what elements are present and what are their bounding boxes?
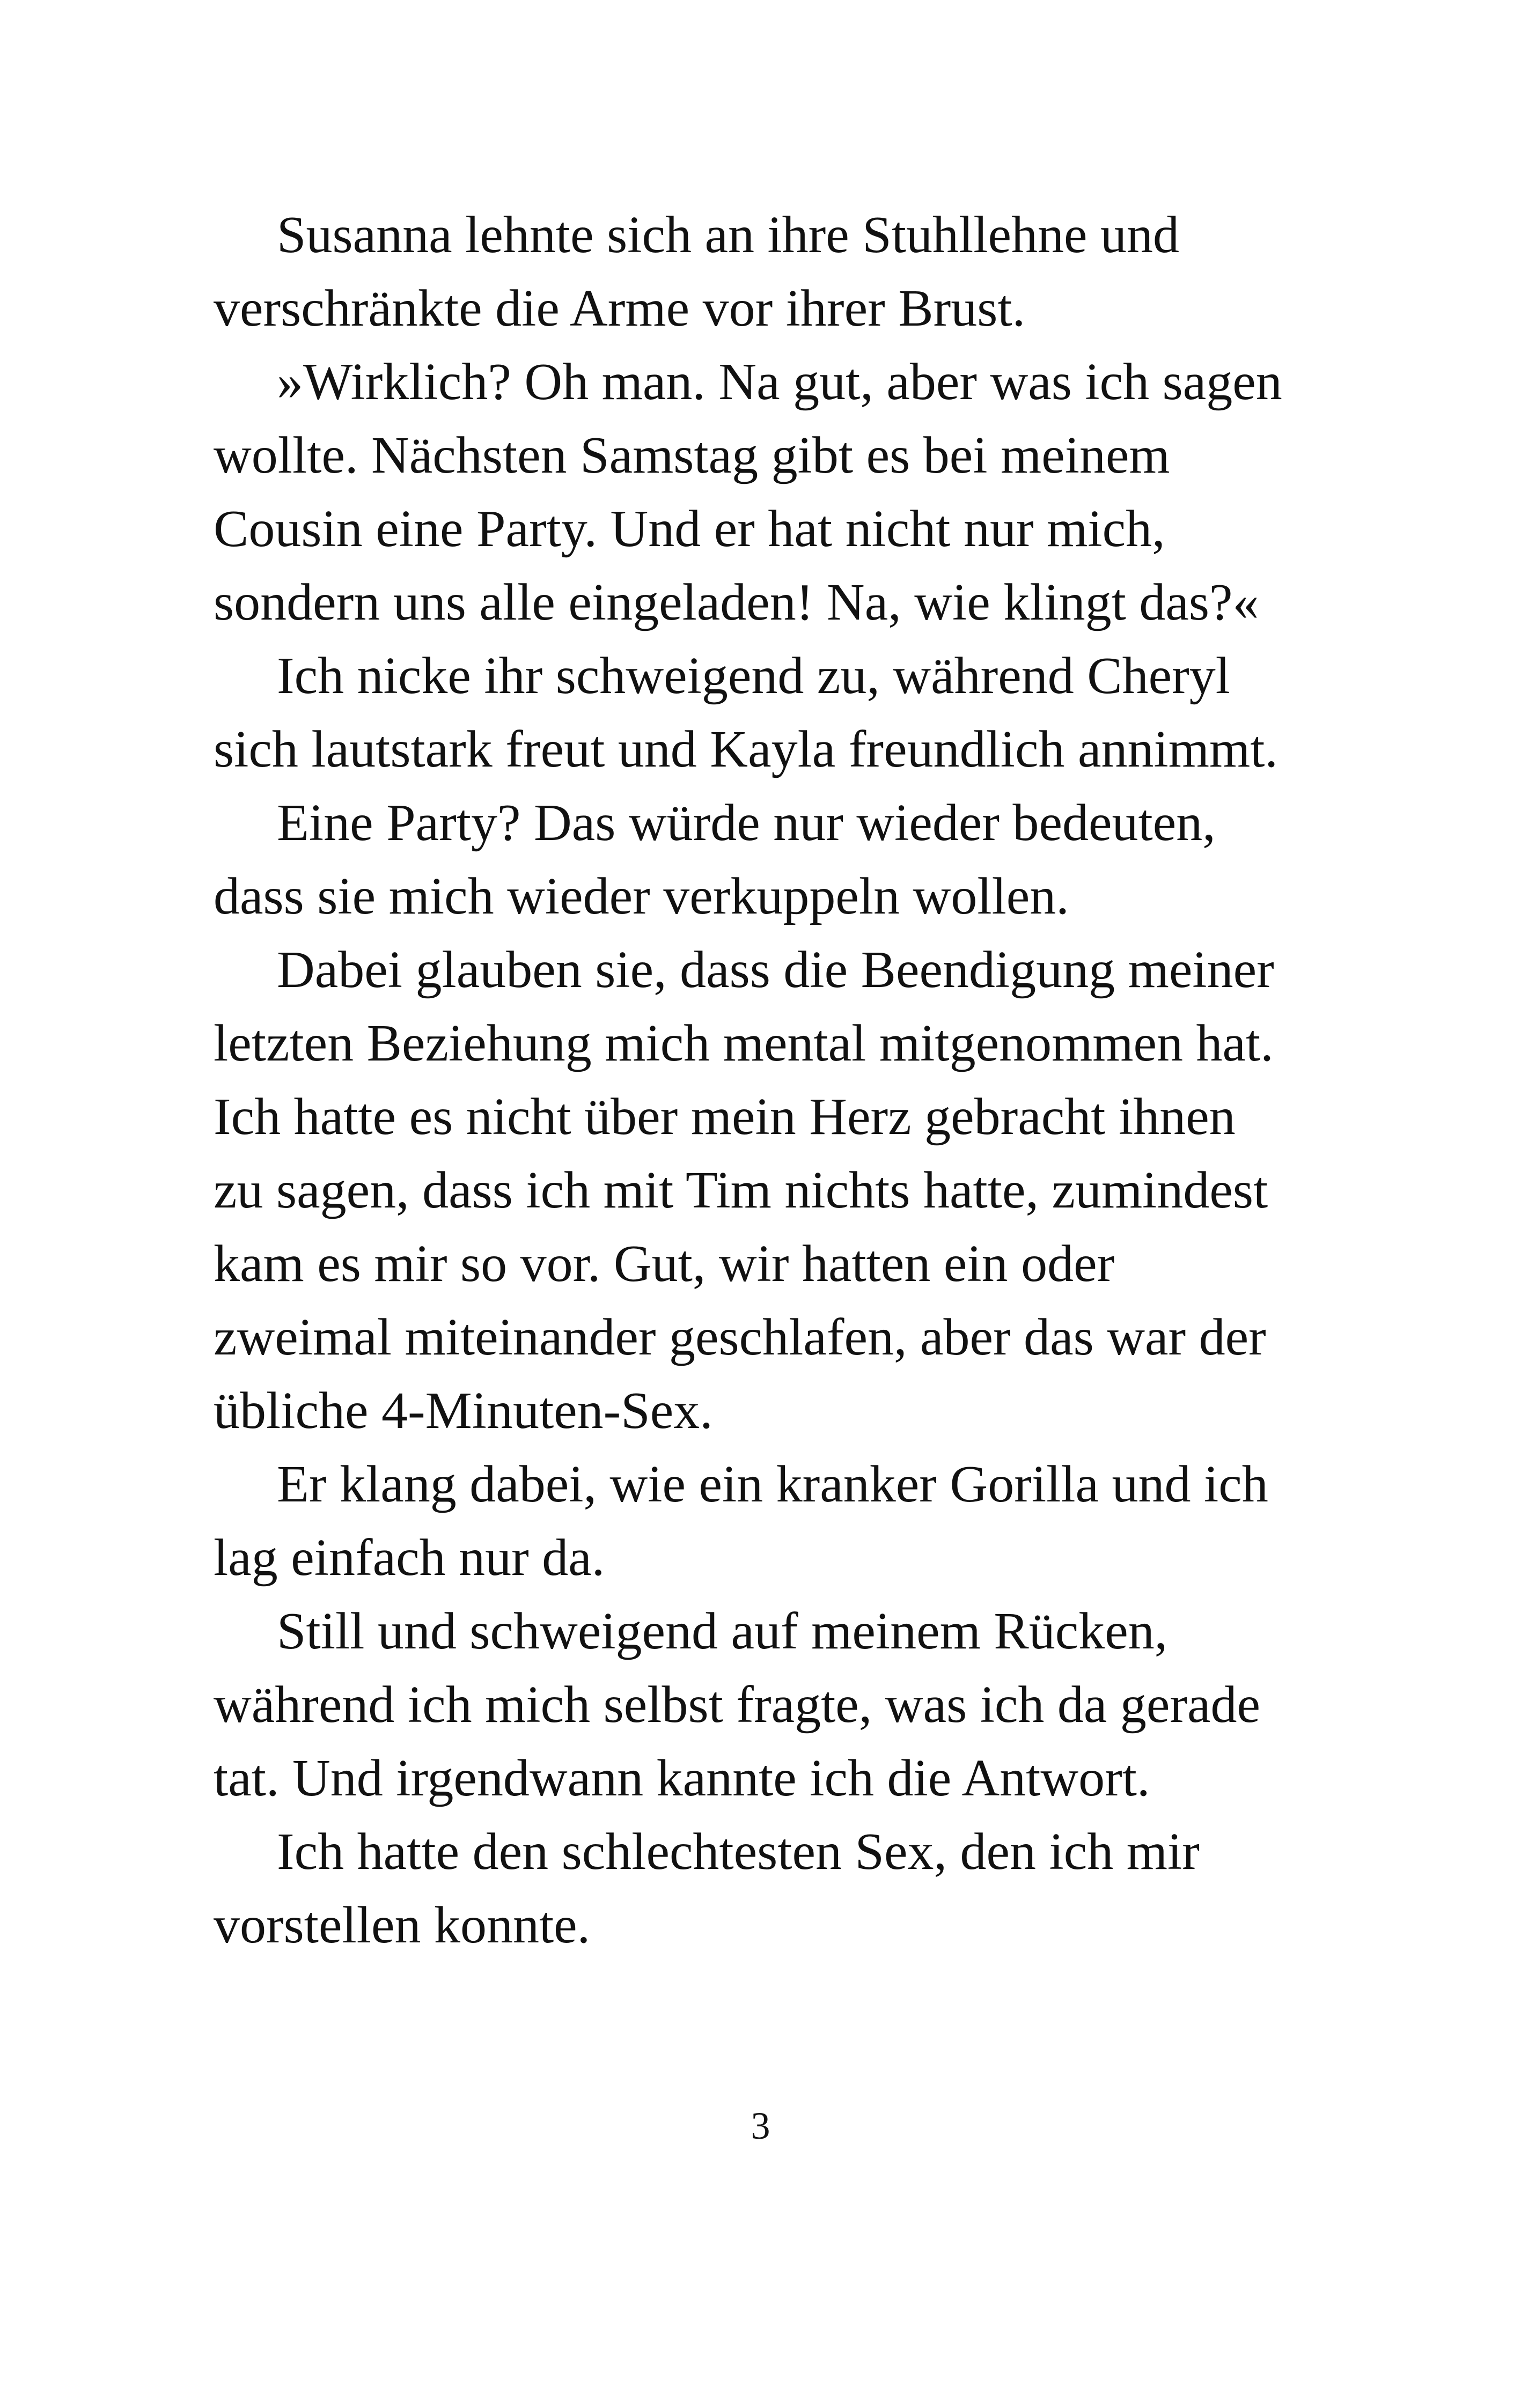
text-line: zu sagen, dass ich mit Tim nichts hatte, zumindest: [214, 1161, 1268, 1219]
text-line: Er klang dabei, wie ein kranker Gorilla und ich: [277, 1455, 1268, 1513]
text-line: Ich hatte es nicht über mein Herz gebracht ihnen: [214, 1088, 1236, 1146]
text-line: kam es mir so vor. Gut, wir hatten ein oder: [214, 1235, 1115, 1293]
text-line: vorstellen konnte.: [214, 1896, 591, 1954]
text-line: verschränkte die Arme vor ihrer Brust.: [214, 279, 1026, 337]
text-line: Cousin eine Party. Und er hat nicht nur mich,: [214, 500, 1165, 558]
text-line: dass sie mich wieder verkuppeln wollen.: [214, 867, 1069, 925]
text-line: während ich mich selbst fragte, was ich da gerade: [214, 1676, 1261, 1734]
text-line: »Wirklich? Oh man. Na gut, aber was ich sagen: [277, 353, 1282, 411]
page-number: 3: [751, 2104, 770, 2147]
text-line: zweimal miteinander geschlafen, aber das war der: [214, 1308, 1266, 1366]
text-line: lag einfach nur da.: [214, 1529, 605, 1587]
text-line: Ich hatte den schlechtesten Sex, den ich mir: [277, 1823, 1200, 1881]
text-line: tat. Und irgendwann kannte ich die Antwort.: [214, 1749, 1150, 1807]
text-line: letzten Beziehung mich mental mitgenommen hat.: [214, 1014, 1274, 1072]
text-line: wollte. Nächsten Samstag gibt es bei meinem: [214, 426, 1170, 484]
text-line: übliche 4-Minuten-Sex.: [214, 1382, 713, 1440]
text-line: sondern uns alle eingeladen! Na, wie klingt das?«: [214, 573, 1259, 631]
text-line: Dabei glauben sie, dass die Beendigung meiner: [277, 941, 1274, 999]
text-line: Eine Party? Das würde nur wieder bedeuten,: [277, 794, 1216, 852]
text-line: Ich nicke ihr schweigend zu, während Cheryl: [277, 647, 1230, 705]
text-line: sich lautstark freut und Kayla freundlich annimmt.: [214, 720, 1278, 778]
text-line: Susanna lehnte sich an ihre Stuhllehne und: [277, 206, 1179, 264]
text-line: Still und schweigend auf meinem Rücken,: [277, 1602, 1168, 1660]
body-text: [214, 198, 1316, 1962]
